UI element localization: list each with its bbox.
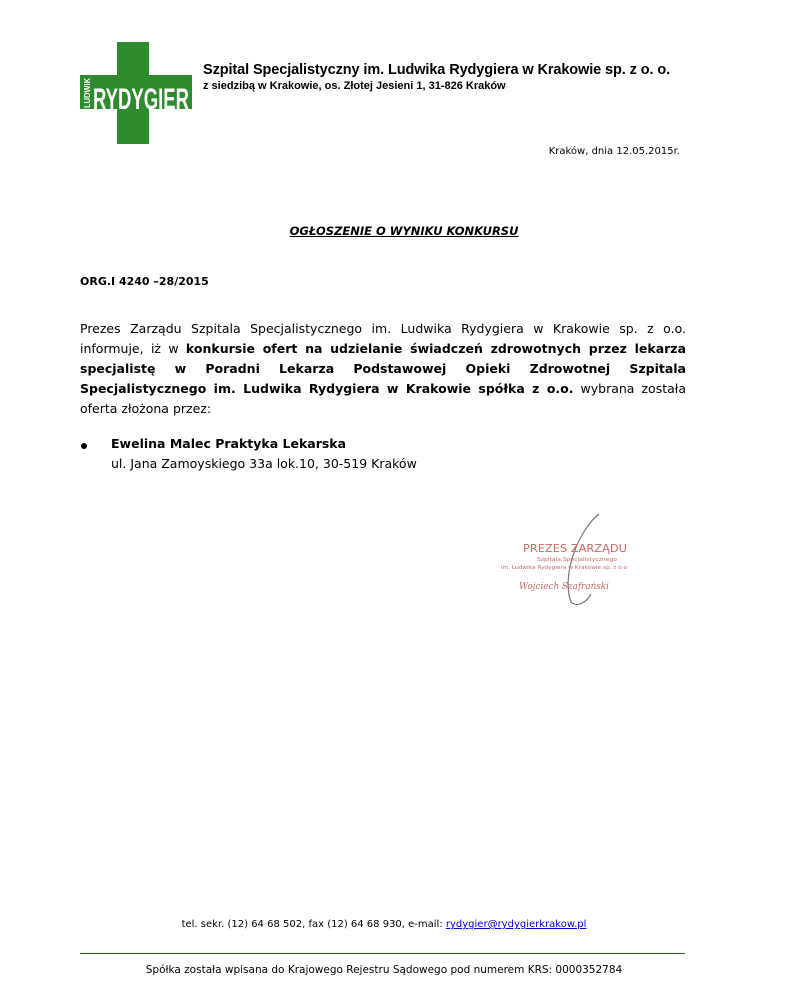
reference-number: ORG.I 4240 –28/2015 (80, 275, 209, 288)
email-link[interactable]: rydygier@rydygierkrakow.pl (445, 919, 587, 930)
hospital-logo (80, 42, 192, 144)
hospital-name: Szpital Specjalistyczny im. Ludwika Rydygiera w Krakowie sp. z o. o. (203, 62, 671, 78)
winner-address: ul. Jana Zamoyskiego 33a lok.10, 30-519 Kraków (111, 456, 417, 471)
president-stamp (495, 510, 635, 610)
body-intro: Prezes Zarządu Szpitala Specjalistycznego im. Ludwika Rydygiera w Krakowie sp. z o.o. informuje, iż w (80, 321, 686, 356)
announcement-body (80, 319, 686, 419)
svg-text:PREZES ZARZĄDU: PREZES ZARZĄDU (523, 542, 627, 555)
winner-name: Ewelina Malec Praktyka Lekarska (111, 436, 347, 451)
svg-text:im. Ludwika Rydygiera w Krakow: im. Ludwika Rydygiera w Krakowie sp. z o.o (501, 565, 628, 571)
footer-contact (0, 919, 768, 930)
footer-registry: Spółka została wpisana do Krajowego Rejestru Sądowego pod numerem KRS: 0000352784 (145, 964, 623, 976)
body-outro: wybrana została oferta złożona przez: (80, 381, 686, 416)
hospital-address: z siedzibą w Krakowie, os. Złotej Jesieni 1, 31-826 Kraków (203, 80, 506, 92)
footer-contact-text: tel. sekr. (12) 64 68 502, fax (12) 64 68 930, e-mail: (181, 919, 446, 930)
announcement-title: OGŁOSZENIE O WYNIKU KONKURSU (289, 224, 519, 238)
date-line: Kraków, dnia 12.05.2015r. (548, 146, 680, 157)
svg-text:Wojciech Szafrański: Wojciech Szafrański (519, 582, 611, 592)
svg-text:Szpitala Specjalistycznego: Szpitala Specjalistycznego (537, 557, 617, 563)
footer-divider (80, 953, 685, 954)
svg-text:RYDYGIER: RYDYGIER (93, 83, 190, 116)
body-bold-subject: konkursie ofert na udzielanie świadczeń zdrowotnych przez lekarza specjalistę w Poradni Lekarza Podstawowej Opieki Zdrowotnej Szpitala Specjalistycznego im. Ludwika Rydygiera w Krakowie spółka z o.o. (80, 341, 687, 396)
bullet-icon (81, 443, 87, 449)
svg-text:LUDWIK: LUDWIK (83, 76, 92, 108)
